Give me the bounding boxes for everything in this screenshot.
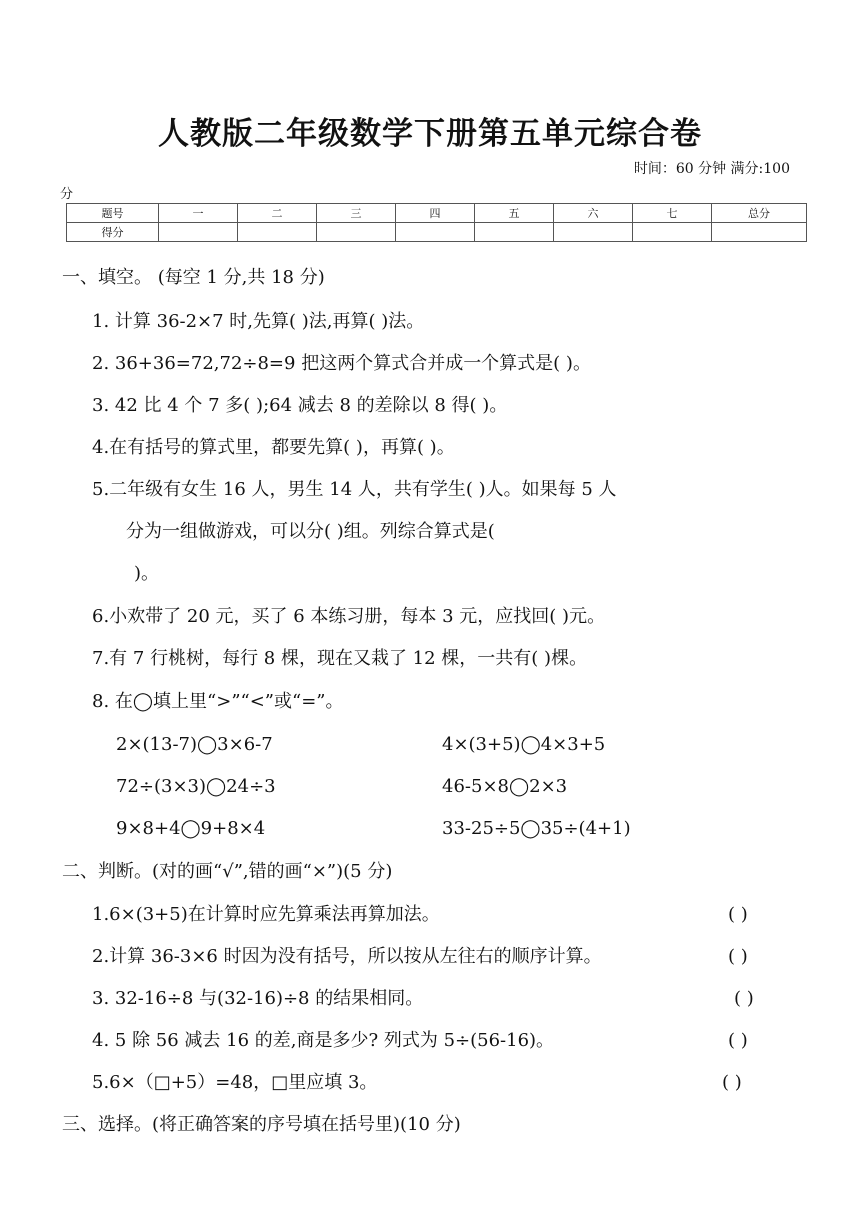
answer-paren[interactable]: ( ) — [722, 1072, 742, 1093]
score-table — [66, 203, 807, 242]
score-header-cell: 四 — [396, 204, 475, 223]
answer-paren[interactable]: ( ) — [734, 988, 754, 1009]
section1-item-3: 3. 42 比 4 个 7 多( );64 减去 8 的差除以 8 得( )。 — [92, 395, 508, 416]
score-cell — [475, 223, 554, 242]
score-cell — [633, 223, 712, 242]
exam-meta-tail: 分 — [60, 187, 74, 202]
score-header-cell: 六 — [554, 204, 633, 223]
answer-paren[interactable]: ( ) — [728, 946, 748, 967]
section1-item-5: 5.二年级有女生 16 人，男生 14 人，共有学生( )人。如果每 5 人 — [92, 479, 617, 500]
section2-item-2: 2.计算 36-3×6 时因为没有括号，所以按从左往右的顺序计算。 — [92, 946, 602, 967]
score-cell — [554, 223, 633, 242]
section1-item-8: 8. 在◯填上里“>”“<”或“=”。 — [92, 691, 344, 712]
section1-item-5-cont: 分为一组做游戏，可以分( )组。列综合算式是( — [126, 521, 495, 542]
compare-item: 72÷(3×3)◯24÷3 — [116, 776, 276, 797]
section1-item-1: 1. 计算 36-2×7 时,先算( )法,再算( )法。 — [92, 311, 425, 332]
score-table-score-row — [67, 223, 807, 242]
score-cell — [159, 223, 238, 242]
compare-item: 46-5×8◯2×3 — [442, 776, 568, 797]
exam-meta: 时间：60 分钟 满分:100 — [633, 161, 790, 177]
score-header-cell: 二 — [238, 204, 317, 223]
compare-item: 33-25÷5◯35÷(4+1) — [442, 818, 631, 839]
section2-item-4: 4. 5 除 56 减去 16 的差,商是多少? 列式为 5÷(56-16)。 — [92, 1030, 555, 1051]
compare-item: 2×(13-7)◯3×6-7 — [116, 734, 273, 755]
score-header-cell: 三 — [317, 204, 396, 223]
section1-item-6: 6.小欢带了 20 元，买了 6 本练习册，每本 3 元，应找回( )元。 — [92, 606, 606, 627]
score-cell — [238, 223, 317, 242]
score-cell — [712, 223, 807, 242]
section2-item-5: 5.6×（□+5）=48，□里应填 3。 — [92, 1072, 378, 1093]
score-cell — [396, 223, 475, 242]
score-header-cell: 五 — [475, 204, 554, 223]
section1-item-7: 7.有 7 行桃树，每行 8 棵，现在又栽了 12 棵，一共有( )棵。 — [92, 648, 588, 669]
section2-item-1: 1.6×(3+5)在计算时应先算乘法再算加法。 — [92, 904, 440, 925]
score-cell — [317, 223, 396, 242]
section1-heading: 一、填空。 (每空 1 分,共 18 分) — [62, 267, 325, 288]
answer-paren[interactable]: ( ) — [728, 904, 748, 925]
score-table-header-row — [67, 204, 807, 223]
section1-item-5-end: )。 — [134, 563, 160, 584]
score-header-cell: 题号 — [67, 204, 159, 223]
score-header-cell: 七 — [633, 204, 712, 223]
score-row-label: 得分 — [67, 223, 159, 242]
section3-heading: 三、选择。(将正确答案的序号填在括号里)(10 分) — [62, 1114, 461, 1135]
score-header-cell: 一 — [159, 204, 238, 223]
compare-item: 9×8+4◯9+8×4 — [116, 818, 266, 839]
section1-item-4: 4.在有括号的算式里，都要先算( )，再算( )。 — [92, 437, 455, 458]
section2-heading: 二、判断。(对的画“√”,错的画“×”)(5 分) — [62, 861, 393, 882]
section1-item-2: 2. 36+36=72,72÷8=9 把这两个算式合并成一个算式是( )。 — [92, 353, 591, 374]
answer-paren[interactable]: ( ) — [728, 1030, 748, 1051]
section2-item-3: 3. 32-16÷8 与(32-16)÷8 的结果相同。 — [92, 988, 424, 1009]
score-header-cell: 总分 — [712, 204, 807, 223]
page-title: 人教版二年级数学下册第五单元综合卷 — [158, 116, 702, 152]
compare-item: 4×(3+5)◯4×3+5 — [442, 734, 606, 755]
